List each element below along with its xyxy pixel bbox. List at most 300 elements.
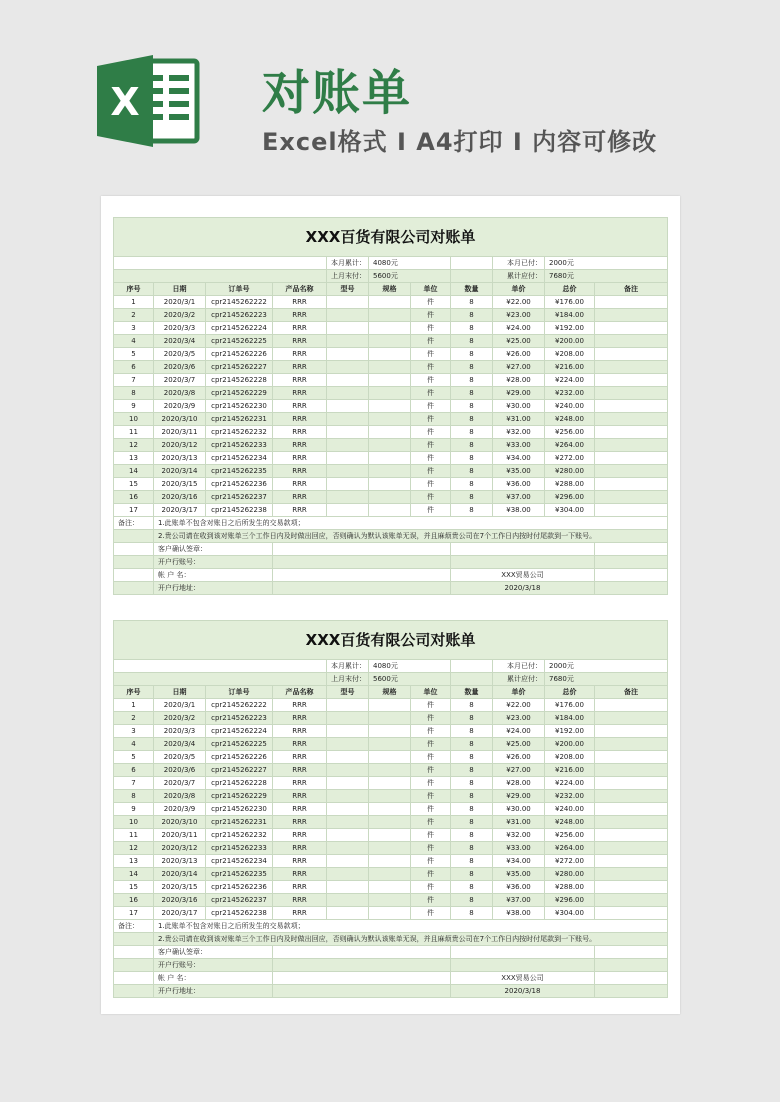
blank-cell	[451, 257, 493, 270]
table-cell	[595, 907, 668, 920]
table-cell: cpr2145262233	[206, 439, 273, 452]
table-cell	[369, 309, 411, 322]
blank-cell	[451, 270, 493, 283]
confirm-label: 客户确认签章：	[154, 543, 273, 556]
table-cell: ¥31.00	[493, 413, 545, 426]
blank-cell	[114, 972, 154, 985]
table-cell: 2020/3/2	[154, 309, 206, 322]
blank-cell	[595, 959, 668, 972]
table-cell: ¥304.00	[545, 907, 595, 920]
table-cell: 10	[114, 413, 154, 426]
table-cell: 件	[411, 465, 451, 478]
table-cell: 件	[411, 842, 451, 855]
table-cell: cpr2145262223	[206, 712, 273, 725]
table-cell	[327, 764, 369, 777]
column-header: 订单号	[206, 283, 273, 296]
table-cell: ¥280.00	[545, 465, 595, 478]
table-cell: 2020/3/9	[154, 400, 206, 413]
table-row	[114, 881, 668, 894]
account-name-label: 帐 户 名：	[154, 972, 273, 985]
table-cell: ¥232.00	[545, 387, 595, 400]
table-cell	[327, 348, 369, 361]
table-row	[114, 868, 668, 881]
table-cell	[369, 361, 411, 374]
table-cell: RRR	[273, 413, 327, 426]
table-row	[114, 296, 668, 309]
table-cell	[369, 803, 411, 816]
table-cell	[327, 465, 369, 478]
blank-cell	[114, 959, 154, 972]
note-2: 2.贵公司请在收到该对账单三个工作日内及时做出回应，否则确认为默认该账单无误，并且麻烦贵公司在7个工作日内按时付尾款到一下账号。	[154, 530, 668, 543]
blank-cell	[451, 673, 493, 686]
table-cell: RRR	[273, 894, 327, 907]
table-cell: 9	[114, 400, 154, 413]
table-cell	[369, 894, 411, 907]
table-cell: ¥272.00	[545, 452, 595, 465]
table-cell: 3	[114, 725, 154, 738]
table-cell	[595, 296, 668, 309]
table-cell	[595, 439, 668, 452]
table-cell	[595, 725, 668, 738]
month-total-label: 本月累计：	[327, 257, 369, 270]
table-cell: ¥264.00	[545, 439, 595, 452]
statement-date: 2020/3/18	[451, 582, 595, 595]
table-cell: ¥28.00	[493, 777, 545, 790]
table-cell: 8	[451, 894, 493, 907]
table-cell	[595, 738, 668, 751]
table-cell: 2020/3/4	[154, 738, 206, 751]
column-header: 日期	[154, 283, 206, 296]
table-cell: 6	[114, 361, 154, 374]
table-cell: 2020/3/13	[154, 452, 206, 465]
table-cell: 8	[451, 712, 493, 725]
table-cell: RRR	[273, 335, 327, 348]
table-cell: 17	[114, 504, 154, 517]
table-cell: 8	[451, 374, 493, 387]
statement-paper	[101, 196, 680, 1014]
table-cell: 8	[451, 738, 493, 751]
table-cell: ¥184.00	[545, 309, 595, 322]
table-cell: 8	[451, 478, 493, 491]
table-cell: 2	[114, 309, 154, 322]
table-cell: ¥232.00	[545, 790, 595, 803]
table-cell: 15	[114, 478, 154, 491]
table-cell: RRR	[273, 452, 327, 465]
table-cell	[369, 790, 411, 803]
table-row	[114, 907, 668, 920]
table-cell: cpr2145262222	[206, 699, 273, 712]
table-cell: 件	[411, 790, 451, 803]
sheet-title: XXX百货有限公司对账单	[114, 218, 668, 257]
table-cell: ¥34.00	[493, 452, 545, 465]
total-payable-label: 累计应付：	[493, 270, 545, 283]
table-cell: RRR	[273, 881, 327, 894]
table-cell	[327, 790, 369, 803]
table-cell	[327, 751, 369, 764]
table-cell: 13	[114, 452, 154, 465]
blank-cell	[114, 985, 154, 998]
table-cell: 件	[411, 478, 451, 491]
table-cell: RRR	[273, 803, 327, 816]
table-cell	[369, 855, 411, 868]
blank-cell	[273, 569, 451, 582]
table-cell	[369, 777, 411, 790]
table-cell: cpr2145262222	[206, 296, 273, 309]
column-header: 数量	[451, 686, 493, 699]
table-cell	[369, 907, 411, 920]
table-cell: 件	[411, 816, 451, 829]
table-cell: RRR	[273, 790, 327, 803]
table-cell: 8	[451, 439, 493, 452]
table-cell: cpr2145262237	[206, 491, 273, 504]
last-unpaid-label: 上月末付：	[327, 270, 369, 283]
column-header: 订单号	[206, 686, 273, 699]
table-cell	[369, 842, 411, 855]
table-cell: cpr2145262236	[206, 881, 273, 894]
table-cell: 2020/3/11	[154, 829, 206, 842]
table-cell: ¥25.00	[493, 335, 545, 348]
blank-cell	[114, 933, 154, 946]
table-cell: ¥224.00	[545, 374, 595, 387]
table-cell: ¥248.00	[545, 816, 595, 829]
table-cell: 11	[114, 426, 154, 439]
table-cell: 8	[451, 868, 493, 881]
table-cell: cpr2145262233	[206, 842, 273, 855]
blank-cell	[451, 946, 595, 959]
table-cell: 件	[411, 439, 451, 452]
table-cell: 2020/3/17	[154, 907, 206, 920]
table-cell: 件	[411, 868, 451, 881]
table-cell: 件	[411, 322, 451, 335]
note-1: 1.此账单不包含对账日之后所发生的交易款项；	[154, 517, 668, 530]
column-header: 规格	[369, 283, 411, 296]
table-row	[114, 725, 668, 738]
table-cell	[327, 712, 369, 725]
table-cell: 2020/3/5	[154, 751, 206, 764]
table-cell: cpr2145262226	[206, 751, 273, 764]
table-cell: 2020/3/14	[154, 465, 206, 478]
table-cell: ¥288.00	[545, 478, 595, 491]
blank-cell	[451, 556, 595, 569]
table-cell	[595, 348, 668, 361]
summary-row	[114, 270, 668, 283]
table-cell	[327, 738, 369, 751]
table-cell: 11	[114, 829, 154, 842]
table-cell: 2020/3/12	[154, 842, 206, 855]
column-header-row	[114, 283, 668, 296]
table-cell: 件	[411, 829, 451, 842]
column-header: 单位	[411, 686, 451, 699]
table-cell: cpr2145262226	[206, 348, 273, 361]
page-title: 对账单	[262, 65, 413, 121]
table-cell: 2020/3/9	[154, 803, 206, 816]
table-cell: 8	[451, 335, 493, 348]
total-payable-label: 累计应付：	[493, 673, 545, 686]
table-cell: 件	[411, 907, 451, 920]
table-row	[114, 309, 668, 322]
table-cell	[595, 400, 668, 413]
table-cell	[595, 374, 668, 387]
table-cell: ¥32.00	[493, 829, 545, 842]
table-cell: RRR	[273, 439, 327, 452]
footer-row	[114, 582, 668, 595]
note-row	[114, 933, 668, 946]
table-cell	[327, 816, 369, 829]
table-cell: 件	[411, 374, 451, 387]
table-cell: 8	[451, 790, 493, 803]
column-header: 备注	[595, 283, 668, 296]
table-cell: 2020/3/8	[154, 790, 206, 803]
table-cell: cpr2145262227	[206, 361, 273, 374]
table-cell: cpr2145262234	[206, 452, 273, 465]
table-cell: cpr2145262229	[206, 790, 273, 803]
footer-row	[114, 543, 668, 556]
table-cell	[369, 335, 411, 348]
last-unpaid-label: 上月末付：	[327, 673, 369, 686]
table-row	[114, 894, 668, 907]
table-cell: 2020/3/3	[154, 725, 206, 738]
table-cell: 8	[451, 816, 493, 829]
table-cell	[595, 894, 668, 907]
table-cell	[369, 348, 411, 361]
table-cell: cpr2145262231	[206, 816, 273, 829]
table-cell: 8	[451, 829, 493, 842]
table-cell	[369, 751, 411, 764]
table-cell: 件	[411, 881, 451, 894]
table-cell: 8	[451, 907, 493, 920]
table-cell: RRR	[273, 322, 327, 335]
bank-address-label: 开户行地址：	[154, 985, 273, 998]
table-row	[114, 699, 668, 712]
table-cell	[369, 829, 411, 842]
table-cell: 件	[411, 712, 451, 725]
table-cell: 2020/3/10	[154, 413, 206, 426]
month-total-label: 本月累计：	[327, 660, 369, 673]
month-paid-label: 本月已付：	[493, 660, 545, 673]
table-cell: 8	[114, 387, 154, 400]
table-cell: ¥288.00	[545, 881, 595, 894]
table-cell: 件	[411, 751, 451, 764]
table-row	[114, 738, 668, 751]
summary-row	[114, 673, 668, 686]
table-cell: 7	[114, 374, 154, 387]
blank-cell	[273, 985, 451, 998]
table-cell	[327, 829, 369, 842]
table-row	[114, 361, 668, 374]
table-cell: 2020/3/5	[154, 348, 206, 361]
table-cell: 2020/3/13	[154, 855, 206, 868]
blank-cell	[451, 660, 493, 673]
table-row	[114, 387, 668, 400]
table-cell: cpr2145262224	[206, 322, 273, 335]
bank-address-label: 开户行地址：	[154, 582, 273, 595]
blank-cell	[273, 543, 451, 556]
table-cell: 17	[114, 907, 154, 920]
table-cell	[327, 322, 369, 335]
table-cell	[327, 881, 369, 894]
table-row	[114, 374, 668, 387]
column-header: 规格	[369, 686, 411, 699]
table-cell: 16	[114, 491, 154, 504]
table-row	[114, 803, 668, 816]
table-cell: 4	[114, 335, 154, 348]
table-cell: 2020/3/16	[154, 894, 206, 907]
table-cell: 14	[114, 868, 154, 881]
table-cell: ¥192.00	[545, 725, 595, 738]
table-cell: cpr2145262235	[206, 868, 273, 881]
month-paid-value: 2000元	[545, 660, 668, 673]
table-cell: ¥22.00	[493, 699, 545, 712]
table-cell: 8	[451, 348, 493, 361]
table-row	[114, 348, 668, 361]
table-cell	[327, 907, 369, 920]
blank-cell	[114, 660, 327, 673]
table-cell	[369, 400, 411, 413]
last-unpaid-value: 5600元	[369, 270, 451, 283]
table-cell	[595, 868, 668, 881]
table-cell: cpr2145262237	[206, 894, 273, 907]
table-cell	[369, 452, 411, 465]
table-cell	[369, 322, 411, 335]
table-cell	[327, 452, 369, 465]
table-cell: ¥30.00	[493, 400, 545, 413]
table-cell	[595, 881, 668, 894]
table-row	[114, 426, 668, 439]
statement-sheet	[113, 217, 668, 595]
table-cell	[327, 699, 369, 712]
table-row	[114, 439, 668, 452]
table-cell: cpr2145262223	[206, 309, 273, 322]
table-cell	[595, 426, 668, 439]
table-cell	[369, 764, 411, 777]
table-cell: RRR	[273, 738, 327, 751]
table-cell: ¥24.00	[493, 322, 545, 335]
table-cell: ¥29.00	[493, 387, 545, 400]
sheet-title-row	[114, 621, 668, 660]
table-cell: 8	[451, 803, 493, 816]
table-cell: RRR	[273, 465, 327, 478]
table-cell: 2020/3/7	[154, 777, 206, 790]
table-cell	[595, 842, 668, 855]
table-cell: 件	[411, 855, 451, 868]
table-row	[114, 777, 668, 790]
footer-row	[114, 946, 668, 959]
month-total-value: 4080元	[369, 257, 451, 270]
table-cell: 件	[411, 452, 451, 465]
table-cell: 8	[451, 322, 493, 335]
month-paid-label: 本月已付：	[493, 257, 545, 270]
table-cell: ¥272.00	[545, 855, 595, 868]
table-cell: ¥29.00	[493, 790, 545, 803]
table-cell: 件	[411, 699, 451, 712]
table-cell	[595, 452, 668, 465]
confirm-label: 客户确认签章：	[154, 946, 273, 959]
table-row	[114, 465, 668, 478]
note-2: 2.贵公司请在收到该对账单三个工作日内及时做出回应，否则确认为默认该账单无误，并且麻烦贵公司在7个工作日内按时付尾款到一下账号。	[154, 933, 668, 946]
table-cell	[595, 478, 668, 491]
month-paid-value: 2000元	[545, 257, 668, 270]
table-cell: 8	[114, 790, 154, 803]
table-cell: 8	[451, 881, 493, 894]
table-cell: 4	[114, 738, 154, 751]
table-cell: ¥240.00	[545, 400, 595, 413]
table-cell: cpr2145262238	[206, 504, 273, 517]
table-cell: ¥256.00	[545, 426, 595, 439]
table-cell: RRR	[273, 348, 327, 361]
table-cell	[595, 335, 668, 348]
table-cell: 2020/3/8	[154, 387, 206, 400]
table-cell: 8	[451, 400, 493, 413]
blank-cell	[114, 946, 154, 959]
table-cell: ¥224.00	[545, 777, 595, 790]
table-cell: 12	[114, 842, 154, 855]
blank-cell	[273, 959, 451, 972]
table-cell: 8	[451, 387, 493, 400]
table-cell: 3	[114, 322, 154, 335]
table-cell: ¥27.00	[493, 764, 545, 777]
table-cell	[369, 712, 411, 725]
table-cell: ¥30.00	[493, 803, 545, 816]
table-cell	[327, 803, 369, 816]
table-cell: 件	[411, 894, 451, 907]
table-cell: 5	[114, 751, 154, 764]
blank-cell	[273, 556, 451, 569]
table-cell: ¥31.00	[493, 816, 545, 829]
table-cell	[595, 504, 668, 517]
table-cell: RRR	[273, 751, 327, 764]
table-cell: ¥35.00	[493, 465, 545, 478]
table-cell	[327, 309, 369, 322]
table-cell: RRR	[273, 816, 327, 829]
table-cell: 8	[451, 361, 493, 374]
table-cell: cpr2145262230	[206, 400, 273, 413]
table-cell: ¥192.00	[545, 322, 595, 335]
blank-cell	[595, 543, 668, 556]
table-cell: 2020/3/3	[154, 322, 206, 335]
footer-row	[114, 972, 668, 985]
table-cell: ¥28.00	[493, 374, 545, 387]
table-cell	[369, 699, 411, 712]
table-cell: cpr2145262236	[206, 478, 273, 491]
blank-cell	[595, 972, 668, 985]
table-cell: cpr2145262234	[206, 855, 273, 868]
page-subtitle: Excel格式 Ⅰ A4打印 Ⅰ 内容可修改	[262, 128, 658, 156]
blank-cell	[114, 270, 327, 283]
column-header: 日期	[154, 686, 206, 699]
table-cell: 2020/3/1	[154, 296, 206, 309]
table-cell: 8	[451, 465, 493, 478]
table-cell: 8	[451, 842, 493, 855]
column-header: 备注	[595, 686, 668, 699]
table-cell: ¥256.00	[545, 829, 595, 842]
blank-cell	[114, 582, 154, 595]
table-cell: 8	[451, 751, 493, 764]
table-cell: 件	[411, 296, 451, 309]
table-cell: RRR	[273, 868, 327, 881]
table-cell: 9	[114, 803, 154, 816]
blank-cell	[451, 543, 595, 556]
footer-row	[114, 569, 668, 582]
table-cell: ¥200.00	[545, 738, 595, 751]
table-cell	[595, 790, 668, 803]
blank-cell	[114, 543, 154, 556]
table-cell: 2020/3/14	[154, 868, 206, 881]
blank-cell	[595, 946, 668, 959]
table-cell: ¥36.00	[493, 478, 545, 491]
blank-cell	[595, 582, 668, 595]
table-cell	[369, 426, 411, 439]
table-cell: 件	[411, 309, 451, 322]
